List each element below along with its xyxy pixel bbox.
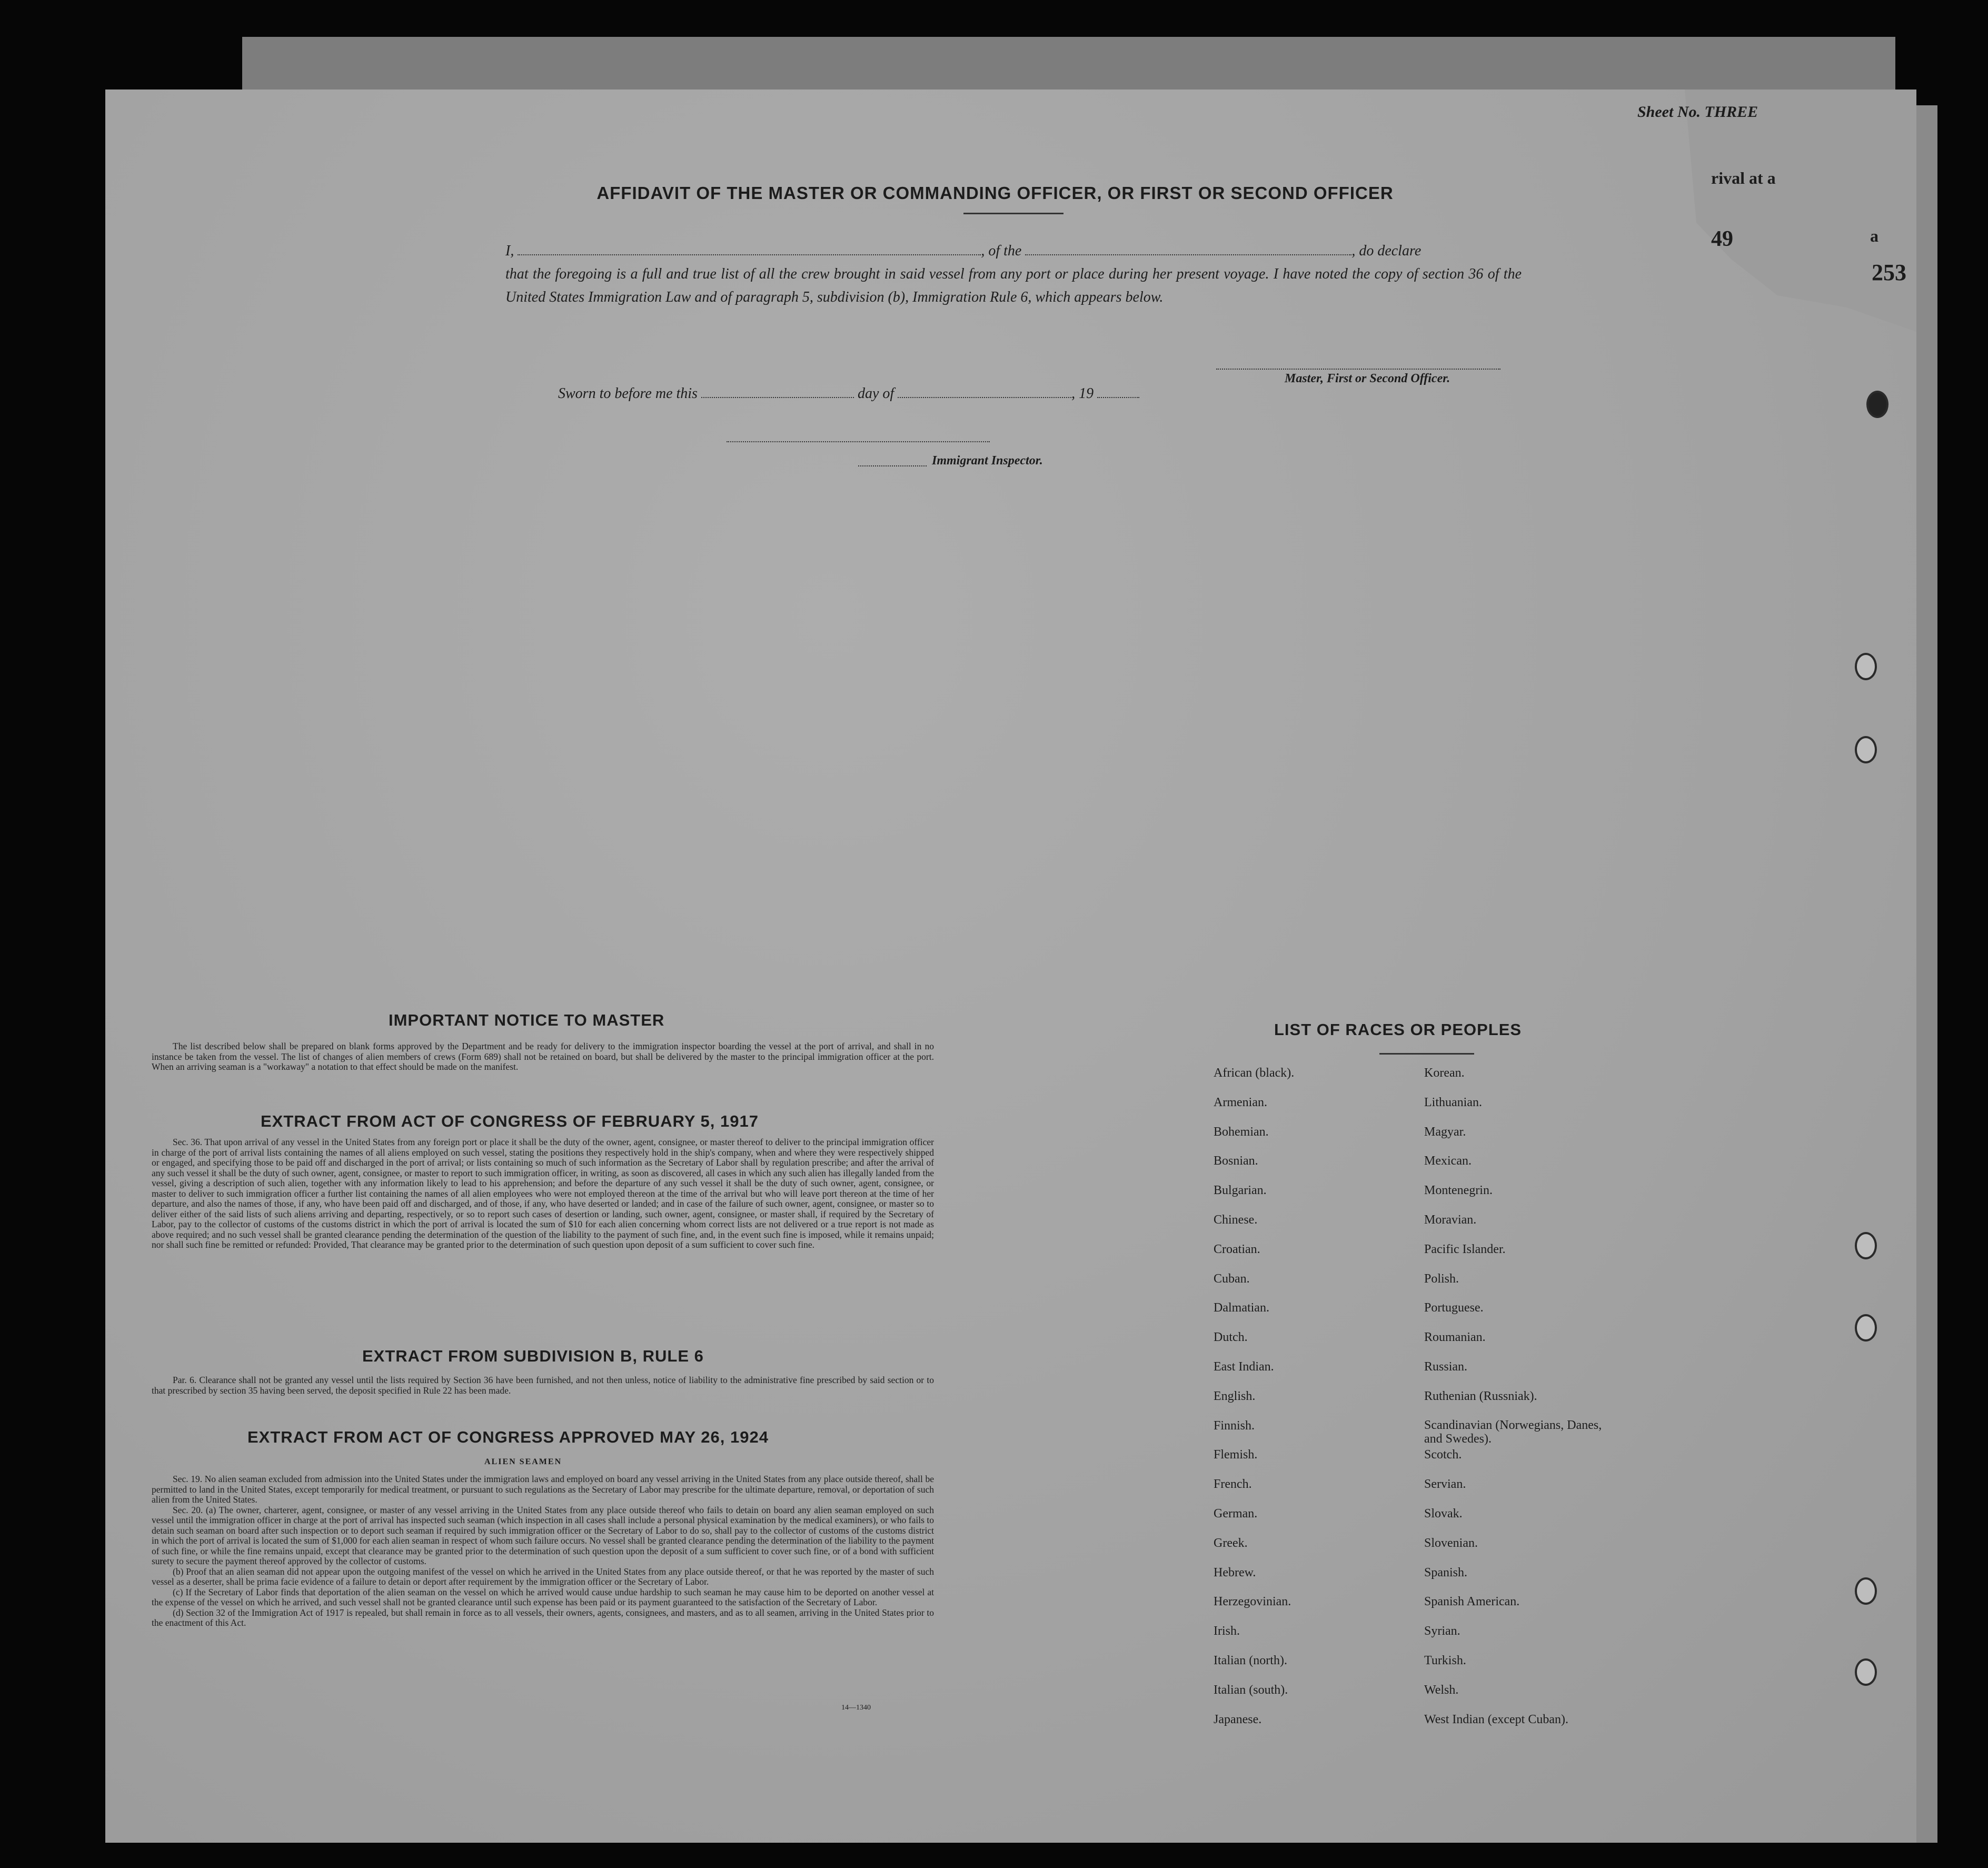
vessel-blank[interactable]	[1025, 243, 1351, 255]
act-1917-body: Sec. 36. That upon arrival of any vessel in the United States from any foreign port or place it shall be the duty of the owner, agent, consignee, or master thereof to deliver to the principal immigration officer in charge of the port of arrival lists containing the names of all aliens employed on such vessel, stating the positions they respectively hold in the ship's company, when and where they were respectively shipped or engaged, and specifying those to be paid off and discharged in the port of arrival; or lists containing so much of such information as the Secretary of Labor shall by regulation prescribe; and after the arrival of any such vessel it shall be the duty of such owner, agent, consignee, or master to report to such immigration officer, in writing, as soon as discovered, all cases in which any such alien has illegally landed from the vessel, giving a description of such alien, together with any information likely to lead to his apprehension; and before the departure of any such vessel it shall be the duty of such owner, agent, consignee, or master to deliver to such immigration officer a further list containing the names of all alien employees who were not employed thereon at the time of the arrival but who will leave port thereon at the time of her departure, and also the names of those, if any, who have been paid off and discharged, and of those, if any, who have deserted or landed; and in case of the failure of such owner, agent, consignee, or master so to deliver either of the said lists of such aliens arriving and departing, respectively, or so to report such cases of desertion or landing, such owner, agent, consignee, or master shall, if required by the Secretary of Labor, pay to the collector of customs of the customs district in which the port of arrival is located the sum of $10 for each alien concerning whom correct lists are not delivered or a true report is not made as above required; and no such vessel shall be granted clearance pending the determination of the question of the liability to the payment of such fine, and, in the event such fine is imposed, while it remains unpaid; nor shall such fine be remitted or refunded: Provided, That clearance may be granted prior to the determination of such question upon deposit of a sum sufficient to cover such fine.	[152, 1137, 934, 1250]
race-item: Slovak.	[1424, 1506, 1463, 1521]
race-item: Dalmatian.	[1214, 1301, 1269, 1315]
race-item: Syrian.	[1424, 1624, 1460, 1638]
races-title: LIST OF RACES OR PEOPLES	[1274, 1020, 1522, 1039]
inspector-label: Immigrant Inspector.	[932, 454, 1043, 468]
race-item: Dutch.	[1214, 1330, 1248, 1345]
race-item: Bulgarian.	[1214, 1184, 1267, 1198]
race-item: Hebrew.	[1214, 1565, 1256, 1579]
declaration-line: I, , of the , do declare	[505, 243, 1422, 259]
race-item: Magyar.	[1424, 1125, 1466, 1139]
race-item: Korean.	[1424, 1066, 1465, 1080]
race-item: Russian.	[1424, 1359, 1468, 1374]
fragment-a: a	[1870, 226, 1878, 245]
race-item: Montenegrin.	[1424, 1184, 1493, 1198]
name-blank[interactable]	[518, 243, 981, 255]
race-item: Croatian.	[1214, 1242, 1260, 1256]
year-blank[interactable]	[1097, 385, 1139, 398]
fragment-arrival: rival at a	[1711, 168, 1776, 187]
inspector-dots	[858, 465, 927, 466]
race-item: Bohemian.	[1214, 1125, 1269, 1139]
signature-label: Master, First or Second Officer.	[1285, 372, 1450, 385]
rule-6-title: EXTRACT FROM SUBDIVISION B, RULE 6	[362, 1347, 704, 1365]
inspector-signature-line[interactable]	[727, 441, 990, 442]
race-item: Slovenian.	[1424, 1536, 1478, 1550]
race-item: Italian (north).	[1214, 1653, 1287, 1667]
race-item: French.	[1214, 1477, 1252, 1492]
races-column-1	[1214, 1066, 1294, 1741]
races-rule	[1379, 1053, 1474, 1055]
form-number: 14—1340	[841, 1704, 871, 1712]
act-1924-body: Sec. 19. No alien seaman excluded from admission into the United States under the immigration laws and employed on board any vessel arriving in the United States from any place outside thereof, shall be permitted to land in the United States, except temporarily for medical treatment, or pursuant to such regulations as the Secretary of Labor may prescribe for the ultimate departure, removal, or deportation of such alien from the United States. Sec. 20. (a) The owner, charterer, agent, consignee, or master of any vessel arriving in the United States from any place outside thereof who fails to detain on board any alien seaman employed on such vessel until the immigration officer in charge at the port of arrival has inspected such seaman (which inspection in all cases shall include a personal physical examination by the medical examiners), or who fails to detain such seaman on board after such inspection or to deport such seaman if required by such immigration officer or the Secretary of Labor to do so, shall pay to the collector of customs of the customs district in which the port of arrival is located the sum of $1,000 for each alien seaman in respect of whom such failure occurs. No vessel shall be granted clearance pending the determination of the liability to the payment of such fine, or while the fine remains unpaid, except that clearance may be granted prior to the determination of such question upon the deposit of a sum sufficient to cover such fine, or of a bond with sufficient surety to secure the payment thereof approved by the collector of customs. (b) Proof that an alien seaman did not appear upon the outgoing manifest of the vessel on which he arrived in the United States from any place outside thereof, or that he was reported by the master of such vessel as a deserter, shall be prima facie evidence of a failure to detain or deport after requirement by the immigration officer or the Secretary of Labor. (c) If the Secretary of Labor finds that deportation of the alien seaman on the vessel on which he arrived would cause undue hardship to such seaman he may cause him to be deported on another vessel at the expense of the vessel on which he arrived, and such vessel shall not be granted clearance until such expense has been paid or its payment guaranteed to the satisfaction of the Secretary of Labor. (d) Section 32 of the Immigration Act of 1917 is repealed, but shall remain in force as to all vessels, their owners, agents, consignees, and masters, and as to all seamen, arriving in the United States prior to the enactment of this Act.	[152, 1474, 934, 1628]
fragment-number: 253	[1872, 260, 1906, 285]
declaration-text: that the foregoing is a full and true list of all the crew brought in said vessel from any port or place during her present voyage. I have noted the copy of section 36 of the United States Immigration Law and of paragraph 5, subdivision (b), Immigration Rule 6, which appears below.	[505, 266, 1522, 305]
act-1924-title: EXTRACT FROM ACT OF CONGRESS APPROVED MAY 26, 1924	[247, 1428, 769, 1446]
notice-title: IMPORTANT NOTICE TO MASTER	[389, 1011, 665, 1029]
race-item: Chinese.	[1214, 1213, 1258, 1227]
race-item: Welsh.	[1424, 1683, 1459, 1697]
races-column-2	[1424, 1066, 1614, 1741]
race-item: Bosnian.	[1214, 1154, 1258, 1168]
race-item: Finnish.	[1214, 1418, 1255, 1433]
race-item: African (black).	[1214, 1066, 1295, 1080]
punch-hole	[1855, 1232, 1877, 1259]
race-item: Italian (south).	[1214, 1683, 1288, 1697]
notice-body: The list described below shall be prepared on blank forms approved by the Department and be ready for delivery to the immigration inspector boarding the vessel at the port of arrival, and shall in no instance be taken from the vessel. The list of changes of alien members of crews (Form 689) shall not be retained on board, but shall be delivered by the master to the principal immigration officer at the port. When an arriving seaman is a "workaway" a notation to that effect should be made on the manifest.	[152, 1041, 934, 1072]
race-item: Japanese.	[1214, 1712, 1262, 1726]
race-item: Cuban.	[1214, 1271, 1250, 1286]
race-item: Herzegovinian.	[1214, 1595, 1291, 1609]
declaration	[505, 240, 1522, 309]
sworn-line: Sworn to before me this day of , 19	[558, 385, 1139, 402]
race-item: Portuguese.	[1424, 1301, 1484, 1315]
race-item: Ruthenian (Russniak).	[1424, 1389, 1537, 1403]
race-item: Greek.	[1214, 1536, 1248, 1550]
race-item: Lithuanian.	[1424, 1095, 1482, 1109]
fragment-year: 49	[1711, 227, 1733, 251]
race-item: Roumanian.	[1424, 1330, 1486, 1345]
race-item: Spanish.	[1424, 1565, 1468, 1579]
punch-hole	[1855, 1577, 1877, 1605]
alien-seamen-subtitle: ALIEN SEAMEN	[484, 1457, 562, 1466]
race-item: Pacific Islander.	[1424, 1242, 1506, 1256]
affidavit-title: AFFIDAVIT OF THE MASTER OR COMMANDING OFFICER, OR FIRST OR SECOND OFFICER	[597, 183, 1394, 203]
punch-hole	[1866, 391, 1888, 418]
race-item: Scotch.	[1424, 1448, 1462, 1462]
punch-hole	[1855, 1314, 1877, 1342]
act-1917-title: EXTRACT FROM ACT OF CONGRESS OF FEBRUARY 5, 1917	[261, 1112, 759, 1130]
race-item: Turkish.	[1424, 1653, 1466, 1667]
race-item: Moravian.	[1424, 1213, 1477, 1227]
punch-hole	[1855, 653, 1877, 680]
month-blank[interactable]	[898, 385, 1071, 398]
rule-6-body: Par. 6. Clearance shall not be granted any vessel until the lists required by Section 36 have been furnished, and not then unless, notice of liability to the administrative fine prescribed by said section or to that prescribed by section 35 having been served, the deposit specified in Rule 22 has been made.	[152, 1375, 934, 1396]
race-item: Flemish.	[1214, 1448, 1258, 1462]
race-item: Spanish American.	[1424, 1595, 1520, 1609]
race-item: Scandinavian (Norwegians, Danes, and Swedes).	[1424, 1418, 1602, 1446]
race-item: Mexican.	[1424, 1154, 1472, 1168]
punch-hole	[1855, 736, 1877, 763]
day-blank[interactable]	[701, 385, 854, 398]
sheet-number: Sheet No. THREE	[1637, 103, 1758, 121]
title-rule	[963, 213, 1063, 214]
race-item: Servian.	[1424, 1477, 1466, 1492]
race-item: West Indian (except Cuban).	[1424, 1712, 1568, 1726]
signature-line[interactable]	[1216, 369, 1500, 370]
race-item: Armenian.	[1214, 1095, 1267, 1109]
race-item: East Indian.	[1214, 1359, 1274, 1374]
race-item: English.	[1214, 1389, 1256, 1403]
race-item: German.	[1214, 1506, 1258, 1521]
race-item: Polish.	[1424, 1271, 1459, 1286]
punch-hole	[1855, 1658, 1877, 1686]
race-item: Irish.	[1214, 1624, 1240, 1638]
